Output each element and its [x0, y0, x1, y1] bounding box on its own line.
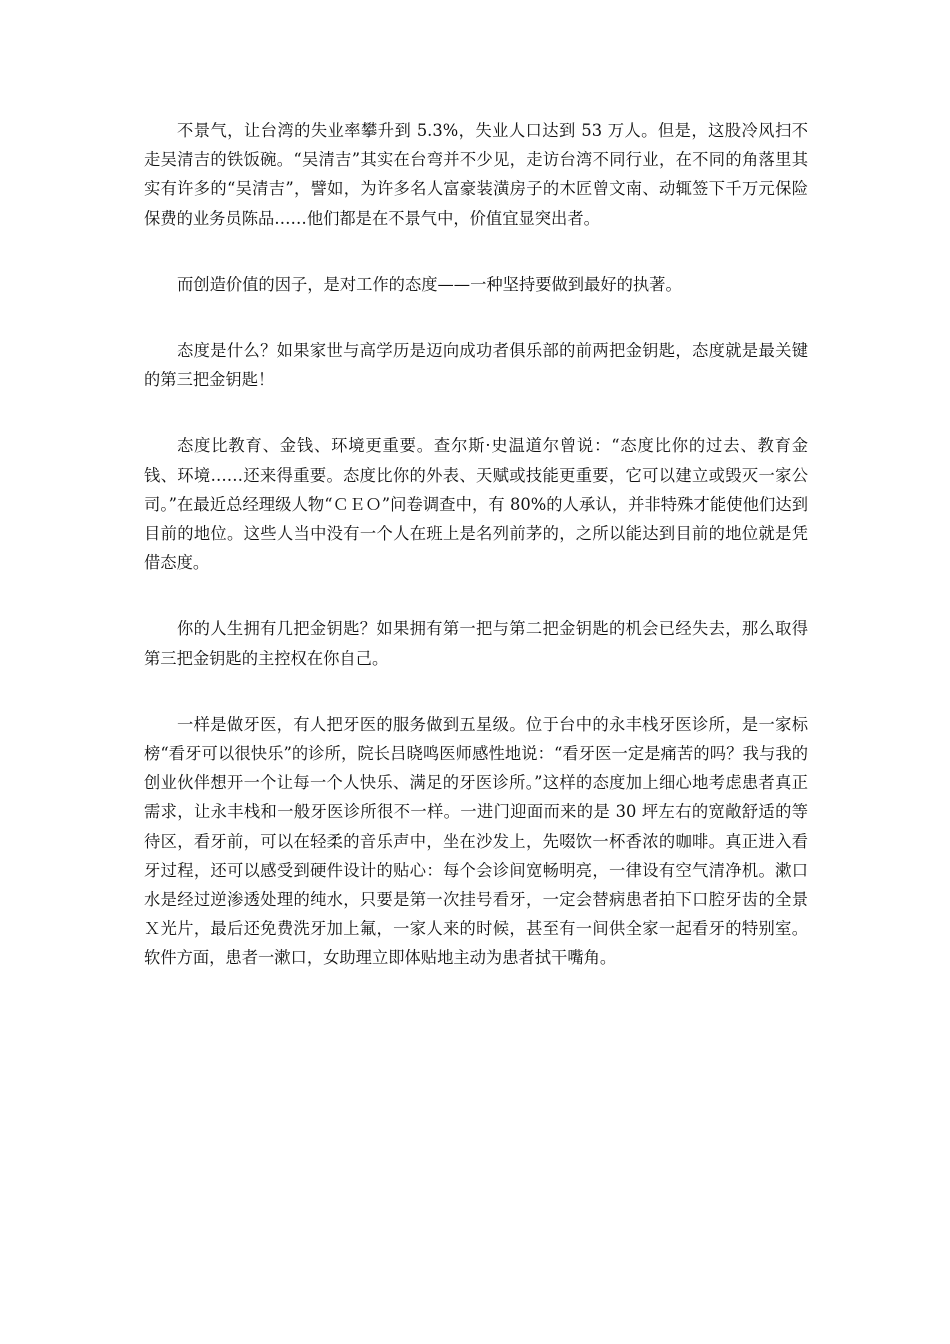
- paragraph-3: 态度是什么？如果家世与高学历是迈向成功者俱乐部的前两把金钥匙，态度就是最关键的第三把金钥匙！: [144, 341, 808, 390]
- paragraph-2: 而创造价值的因子，是对工作的态度——一种坚持要做到最好的执著。: [177, 274, 682, 294]
- paragraph-1: 不景气，让台湾的失业率攀升到 5.3%，失业人口达到 53 万人。但是，这股冷风扫不走吴清吉的铁饭碗。“吴清吉”其实在台弯并不少见，走访台湾不同行业，在不同的角落里其实有许多的“吴清吉”，譬如，为许多名人富豪装潢房子的木匠曾文南、动辄签下千万元保险保费的业务员陈品……他们都是在不景气中，价值宜显突出者。: [144, 121, 808, 228]
- document-body: [144, 116, 808, 1010]
- paragraph-4: 态度比教育、金钱、环境更重要。查尔斯·史温道尔曾说：“态度比你的过去、教育金钱、环境……还来得重要。态度比你的外表、天赋或技能更重要，它可以建立或毁灭一家公司。”在最近总经理级人物“ＣＥＯ”问卷调查中，有 80%的人承认，并非特殊才能使他们达到目前的地位。这些人当中没有一个人在班上是名列前茅的，之所以能达到目前的地位就是凭借态度。: [144, 436, 808, 573]
- paragraph-5: 你的人生拥有几把金钥匙？如果拥有第一把与第二把金钥匙的机会已经失去，那么取得第三把金钥匙的主控权在你自己。: [144, 619, 808, 668]
- paragraph-6: 一样是做牙医，有人把牙医的服务做到五星级。位于台中的永丰栈牙医诊所，是一家标榜“看牙可以很快乐”的诊所，院长吕晓鸣医师感性地说：“看牙医一定是痛苦的吗？我与我的创业伙伴想开一个让每一个人快乐、满足的牙医诊所。”这样的态度加上细心地考虑患者真正需求，让永丰栈和一般牙医诊所很不一样。一进门迎面而来的是 30 坪左右的宽敞舒适的等待区，看牙前，可以在轻柔的音乐声中，坐在沙发上，先啜饮一杯香浓的咖啡。真正进入看牙过程，还可以感受到硬件设计的贴心：每个会诊间宽畅明亮，一律设有空气清净机。漱口水是经过逆渗透处理的纯水，只要是第一次挂号看牙，一定会替病患者拍下口腔牙齿的全景Ｘ光片，最后还免费洗牙加上氟，一家人来的时候，甚至有一间供全家一起看牙的特别室。软件方面，患者一漱口，女助理立即体贴地主动为患者拭干嘴角。: [144, 714, 808, 968]
